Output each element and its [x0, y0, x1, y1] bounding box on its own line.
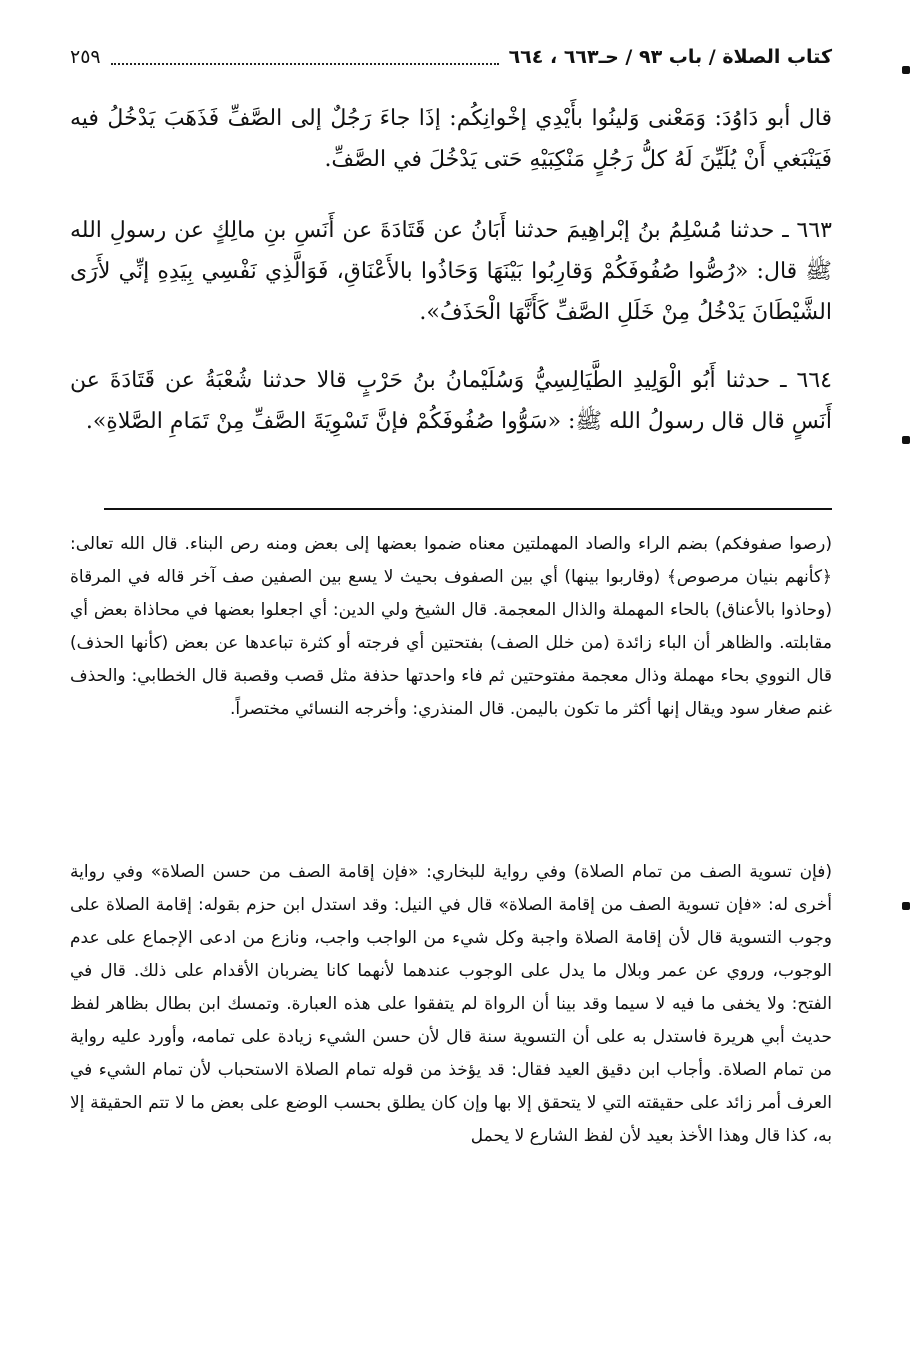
hadith-paragraph-3	[70, 360, 832, 442]
commentary-text-1: (رصوا صفوفكم) بضم الراء والصاد المهملتين معناه ضموا بعضها إلى بعض ومنه رص البناء. قال الله تعالى: ﴿كأنهم بنيان مرصوص﴾ (وقاربوا بينها) أي بين الصفوف بحيث لا يسع بين الصفين صف آخر قاله في المرقاة (وحاذوا بالأعناق) بالحاء المهملة والذال المعجمة. قال الشيخ ولي الدين: أي اجعلوا بعضها في محاذاة بعض أي مقابلته. والظاهر أن الباء زائدة (من خلل الصف) بفتحتين أي فرجته أو كثرة تباعدها عن بعض (كأنها الحذف) قال النووي بحاء مهملة وذال معجمة مفتوحتين ثم فاء واحدتها حذفة مثل قصب وقصبة قال الخطابي: والحذف غنم صغار سود ويقال إنها أكثر ما تكون باليمن. قال المنذري: وأخرجه النسائي مختصراً.	[70, 534, 832, 719]
scan-edge-mark	[902, 902, 910, 910]
hadith-text-1: قال أبو دَاوُدَ: وَمَعْنى وَلينُوا بأَيْدِي إخْوانِكُم: إذَا جاءَ رَجُلٌ إلى الصَّفِّ فَذَهَبَ يَدْخُلُ فيه فَيَنْبَغي أَنْ يُلَيِّنَ لَهُ كلُّ رَجُلٍ مَنْكِبَيْهِ حَتى يَدْخُلَ في الصَّفِّ.	[70, 106, 832, 172]
running-header	[70, 40, 832, 74]
section-divider	[104, 508, 832, 510]
hadith-paragraph-2	[70, 210, 832, 333]
commentary-text-2: (فإن تسوية الصف من تمام الصلاة) وفي رواية للبخاري: «فإن إقامة الصف من حسن الصلاة» وفي رواية أخرى له: «فإن تسوية الصف من إقامة الصلاة» قال في النيل: وقد استدل ابن حزم بقوله: إقامة الصلاة على وجوب التسوية قال لأن إقامة الصلاة واجبة وكل شيء من الواجب واجب، ونازع من ادعى الإجماع على عدم الوجوب، وروي عن عمر وبلال ما يدل على الوجوب عندهما لأنهما كانا يضربان الأقدام على ذلك. قال في الفتح: ولا يخفى ما فيه لا سيما وقد بينا أن الرواة لم يتفقوا على هذه العبارة. وتمسك ابن بطال بظاهر لفظ حديث أبي هريرة فاستدل به على أن التسوية سنة قال لأن حسن الشيء زيادة على تمامه، وأورد عليه رواية من تمام الصلاة. وأجاب ابن دقيق العيد فقال: قد يؤخذ من قوله تمام الصلاة الاستحباب لأن تمام الشيء في العرف أمر زائد على حقيقته التي لا يتحقق إلا بها وإن كان يطلق بحسب الوضع على بعض ما لا تتم الحقيقة إلا به، كذا قال وهذا الأخذ بعيد لأن لفظ الشارع لا يحمل	[70, 862, 832, 1146]
hadith-text-2: ٦٦٣ ـ حدثنا مُسْلِمُ بنُ إبْراهِيمَ حدثنا أَبَانُ عن قَتَادَةَ عن أَنَسِ بنِ مالِكٍ عن رسولِ الله ﷺ قال: «رُصُّوا صُفُوفَكُمْ وَقارِبُوا بَيْنَهَا وَحَاذُوا بالأَعْنَاقِ، فَوَالَّذِي نَفْسِي بِيَدِهِ إنِّي لأَرَى الشَّيْطَانَ يَدْخُلُ مِنْ خَلَلِ الصَّفِّ كَأَنَّهَا الْحَذَفُ».	[70, 218, 832, 325]
header-title: كتاب الصلاة / باب ٩٣ / حـ٦٦٣ ، ٦٦٤	[508, 46, 832, 68]
commentary-paragraph-1	[70, 528, 832, 726]
hadith-paragraph-1	[70, 98, 832, 180]
header-dot-leader	[111, 49, 499, 65]
scan-edge-mark	[902, 66, 910, 74]
commentary-paragraph-2	[70, 856, 832, 1153]
scan-edge-mark	[902, 436, 910, 444]
page-number: ٢٥٩	[70, 46, 101, 68]
hadith-text-3: ٦٦٤ ـ حدثنا أَبُو الْوَلِيدِ الطَّيَالِسِيُّ وَسُلَيْمانُ بنُ حَرْبٍ قالا حدثنا شُعْبَةُ عن قَتَادَةَ عن أَنَسٍ قال قال رسولُ الله ﷺ: «سَوُّوا صُفُوفَكُمْ فإنَّ تَسْوِيَةَ الصَّفِّ مِنْ تَمَامِ الصَّلاةِ».	[70, 368, 832, 434]
